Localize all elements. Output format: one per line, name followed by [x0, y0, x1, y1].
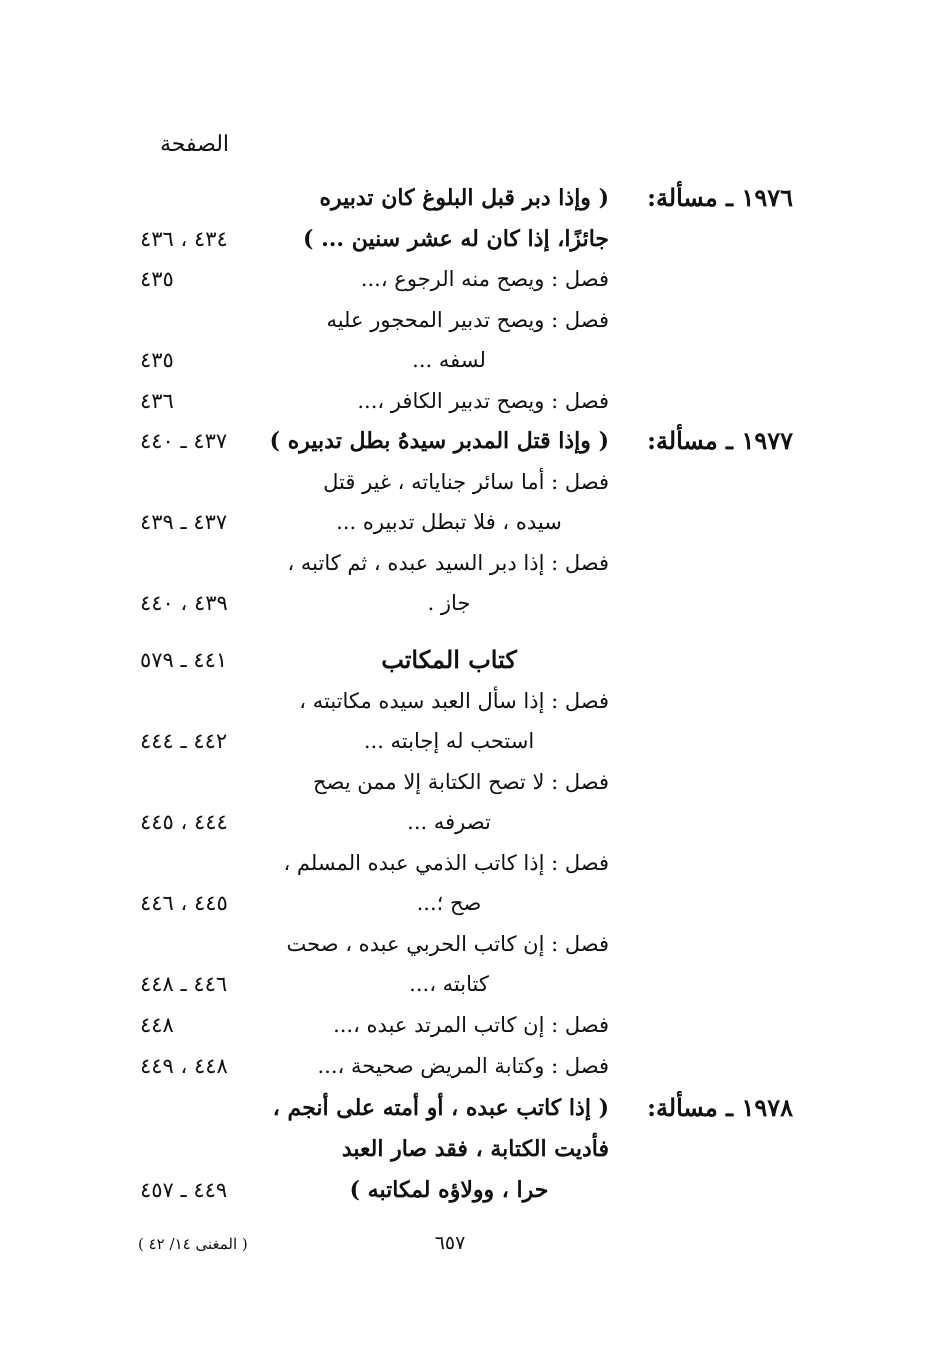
entry-text: تصرفه ... [407, 810, 491, 834]
entry-text: جائزًا، إذا كان له عشر سنين ... ) [303, 226, 609, 252]
index-row [0, 462, 939, 502]
page-range: ٤٣٥ [140, 267, 174, 291]
index-row [0, 681, 939, 721]
index-row [0, 640, 939, 680]
page-range: ٤٣٥ [140, 348, 174, 372]
index-row [0, 1088, 939, 1128]
issue-number: ١٩٧٦ ـ مسألة: [647, 183, 793, 212]
page-range: ٤٣٧ ـ ٤٣٩ [140, 510, 228, 534]
index-row [0, 1129, 939, 1169]
index-row [0, 178, 939, 218]
page-range: ٤٤٨ [140, 1013, 174, 1037]
index-row [0, 259, 939, 299]
entry-text: فصل : أما سائر جناياته ، غير قتل [323, 470, 609, 494]
entry-text: سيده ، فلا تبطل تدبيره ... [336, 510, 562, 534]
issue-number: ١٩٧٨ ـ مسألة: [647, 1093, 793, 1122]
entry-text: فصل : إذا دبر السيد عبده ، ثم كاتبه ، [287, 551, 609, 575]
entry-text: فأديت الكتابة ، فقد صار العبد [341, 1136, 609, 1162]
index-row [0, 721, 939, 761]
index-row [0, 802, 939, 842]
entry-text: حرا ، وولاؤه لمكاتبه ) [349, 1177, 549, 1203]
page-column-header: الصفحة [160, 132, 230, 157]
page-range: ٤٣٤ ، ٤٣٦ [140, 227, 228, 251]
index-row [0, 1046, 939, 1086]
page-range: ٤٣٩ ، ٤٤٠ [140, 591, 228, 615]
page-range: ٤٤٢ ـ ٤٤٤ [140, 729, 228, 753]
index-row [0, 381, 939, 421]
page-range: ٤٤٦ ـ ٤٤٨ [140, 972, 228, 996]
entry-text: فصل : إذا كاتب الذمي عبده المسلم ، [283, 851, 609, 875]
issue-number: ١٩٧٧ ـ مسألة: [647, 426, 793, 455]
page-range: ٤٤١ ـ ٥٧٩ [140, 648, 228, 672]
index-row [0, 1170, 939, 1210]
source-reference: ( المغنى ١٤/ ٤٢ ) [138, 1235, 248, 1253]
index-row [0, 219, 939, 259]
entry-text: فصل : لا تصح الكتابة إلا ممن يصح [312, 770, 609, 794]
entry-text: فصل : إن كاتب المرتد عبده ،... [333, 1013, 609, 1037]
index-row [0, 340, 939, 380]
entry-text: فصل : ويصح تدبير المحجور عليه [326, 308, 609, 332]
entry-text: ( إذا كاتب عبده ، أو أمته على أنجم ، [272, 1095, 609, 1121]
entry-text: فصل : وكتابة المريض صحيحة ،... [317, 1054, 609, 1078]
index-row [0, 843, 939, 883]
book-title: كتاب المكاتب [381, 645, 517, 674]
page-range: ٤٣٧ ـ ٤٤٠ [140, 429, 228, 453]
entry-text: جاز . [427, 591, 471, 615]
index-row [0, 300, 939, 340]
index-row [0, 883, 939, 923]
entry-text: صح ؛... [416, 891, 482, 915]
entry-text: فصل : إذا سأل العبد سيده مكاتبته ، [299, 689, 609, 713]
index-row [0, 964, 939, 1004]
index-row [0, 583, 939, 623]
index-row [0, 543, 939, 583]
index-row [0, 924, 939, 964]
page-range: ٤٣٦ [140, 389, 174, 413]
page-number: ٦٥٧ [434, 1232, 466, 1254]
index-row [0, 502, 939, 542]
entry-text: ( وإذا دبر قبل البلوغ كان تدبيره [319, 185, 609, 211]
entry-text: استحب له إجابته ... [363, 729, 535, 753]
index-row [0, 1005, 939, 1045]
page-range: ٤٤٤ ، ٤٤٥ [140, 810, 228, 834]
entry-text: لسفه ... [412, 348, 486, 372]
page-range: ٤٤٩ ـ ٤٥٧ [140, 1178, 228, 1202]
entry-text: فصل : ويصح تدبير الكافر ،... [357, 389, 609, 413]
entry-text: ( وإذا قتل المدبر سيدهُ بطل تدبيره ) [269, 428, 609, 454]
page-range: ٤٤٥ ، ٤٤٦ [140, 891, 228, 915]
entry-text: فصل : إن كاتب الحربي عبده ، صحت [286, 932, 609, 956]
entry-text: فصل : ويصح منه الرجوع ،... [360, 267, 609, 291]
index-row [0, 762, 939, 802]
index-row [0, 421, 939, 461]
entry-text: كتابته ،... [409, 972, 489, 996]
page-range: ٤٤٨ ، ٤٤٩ [140, 1054, 228, 1078]
